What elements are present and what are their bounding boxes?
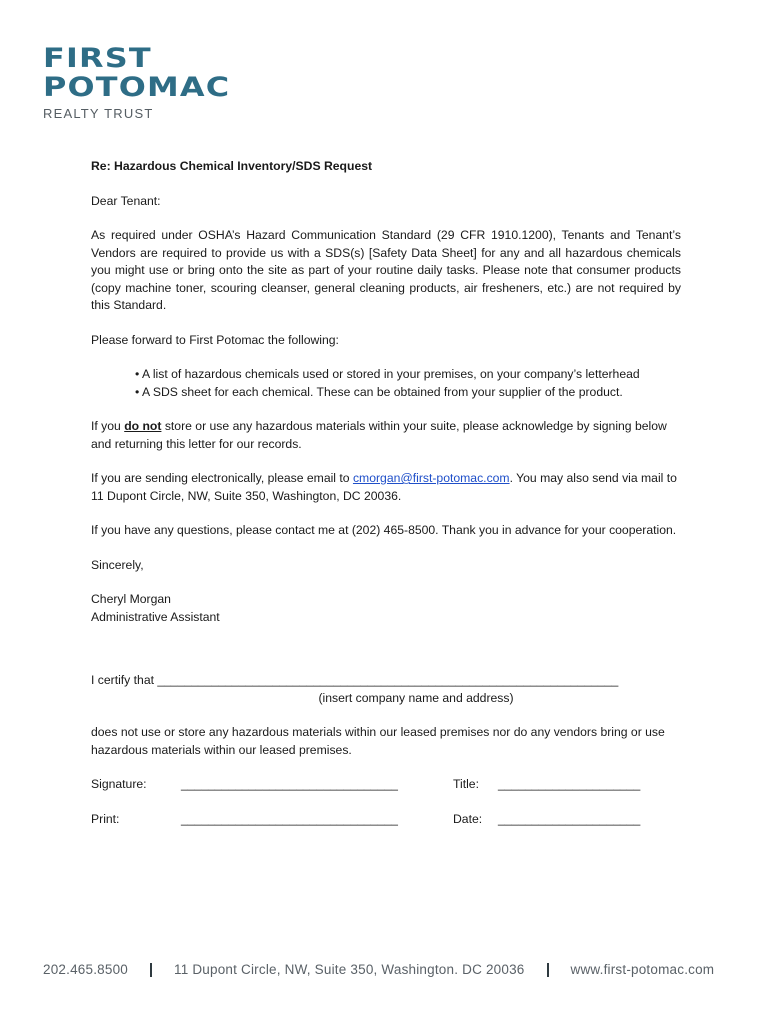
text: . You may also send via mail to 11 Dupont Circle, NW, Suite 350, Washington, DC 20036. bbox=[91, 471, 677, 503]
email-link[interactable]: cmorgan@first-potomac.com bbox=[352, 471, 510, 485]
logo-realty-trust: REALTY TRUST bbox=[43, 106, 154, 121]
paragraph-certification: does not use or store any hazardous materials within our leased premises nor do any vendors bring or use hazardous materials within our leased premises. bbox=[91, 725, 665, 757]
company-logo bbox=[43, 43, 231, 121]
closing: Sincerely, bbox=[91, 557, 144, 572]
emphasis-do-not: do not bbox=[124, 419, 162, 433]
date-field[interactable]: _____________________ bbox=[498, 811, 641, 826]
salutation: Dear Tenant: bbox=[91, 193, 161, 208]
date-label: Date: bbox=[453, 811, 483, 826]
list-item: • A list of hazardous chemicals used or stored in your premises, on your company’s letterhead bbox=[135, 366, 681, 384]
list-item: • A SDS sheet for each chemical. These can be obtained from your supplier of the product. bbox=[135, 384, 681, 402]
footer bbox=[43, 962, 733, 977]
title-field[interactable]: _____________________ bbox=[498, 777, 641, 791]
subject-line: Re: Hazardous Chemical Inventory/SDS Request bbox=[91, 159, 373, 173]
insert-note: (insert company name and address) bbox=[318, 690, 514, 705]
sender-title: Administrative Assistant bbox=[91, 609, 220, 624]
logo-potomac: POTOMAC bbox=[43, 72, 231, 103]
logo-first: FIRST bbox=[43, 43, 152, 74]
text: If you bbox=[91, 419, 125, 433]
title-label: Title: bbox=[453, 777, 479, 791]
text: If you are sending electronically, please email to bbox=[91, 471, 353, 485]
paragraph-osha: As required under OSHA’s Hazard Communication Standard (29 CFR 1910.1200), Tenants and Tenant’s Vendors are required to provide us with a SDS(s) [Safety Data Sheet] for any and all hazardous chemicals you might use or bring onto the site as part of your routine daily tasks. Please note that consumer products (copy machine toner, scouring cleanser, general cleaning products, air fresheners, etc.) are not required by this Standard. bbox=[91, 228, 681, 312]
paragraph-forward: Please forward to First Potomac the following: bbox=[91, 332, 339, 347]
signature-label: Signature: bbox=[91, 777, 147, 791]
signature-field[interactable]: ________________________________ bbox=[181, 777, 398, 791]
sender-name: Cheryl Morgan bbox=[91, 592, 171, 606]
print-row bbox=[91, 811, 681, 829]
footer-phone: 202.465.8500 bbox=[43, 962, 128, 977]
request-list bbox=[91, 366, 681, 401]
paragraph-acknowledge bbox=[91, 418, 681, 453]
footer-website[interactable]: www.first-potomac.com bbox=[570, 962, 715, 977]
footer-address: 11 Dupont Circle, NW, Suite 350, Washington. DC 20036 bbox=[173, 962, 525, 977]
certify-line: I certify that ____________________________________________________________________ bbox=[91, 673, 619, 687]
print-label: Print: bbox=[91, 811, 120, 826]
paragraph-questions: If you have any questions, please contact me at (202) 465-8500. Thank you in advance for your cooperation. bbox=[91, 523, 677, 537]
signature-row bbox=[91, 776, 681, 794]
paragraph-email bbox=[91, 470, 681, 505]
divider bbox=[547, 963, 549, 977]
letter-body bbox=[91, 158, 681, 845]
print-field[interactable]: ________________________________ bbox=[181, 811, 398, 826]
divider bbox=[150, 963, 152, 977]
text: store or use any hazardous materials within your suite, please acknowledge by signing below and returning this letter for our records. bbox=[91, 419, 667, 451]
